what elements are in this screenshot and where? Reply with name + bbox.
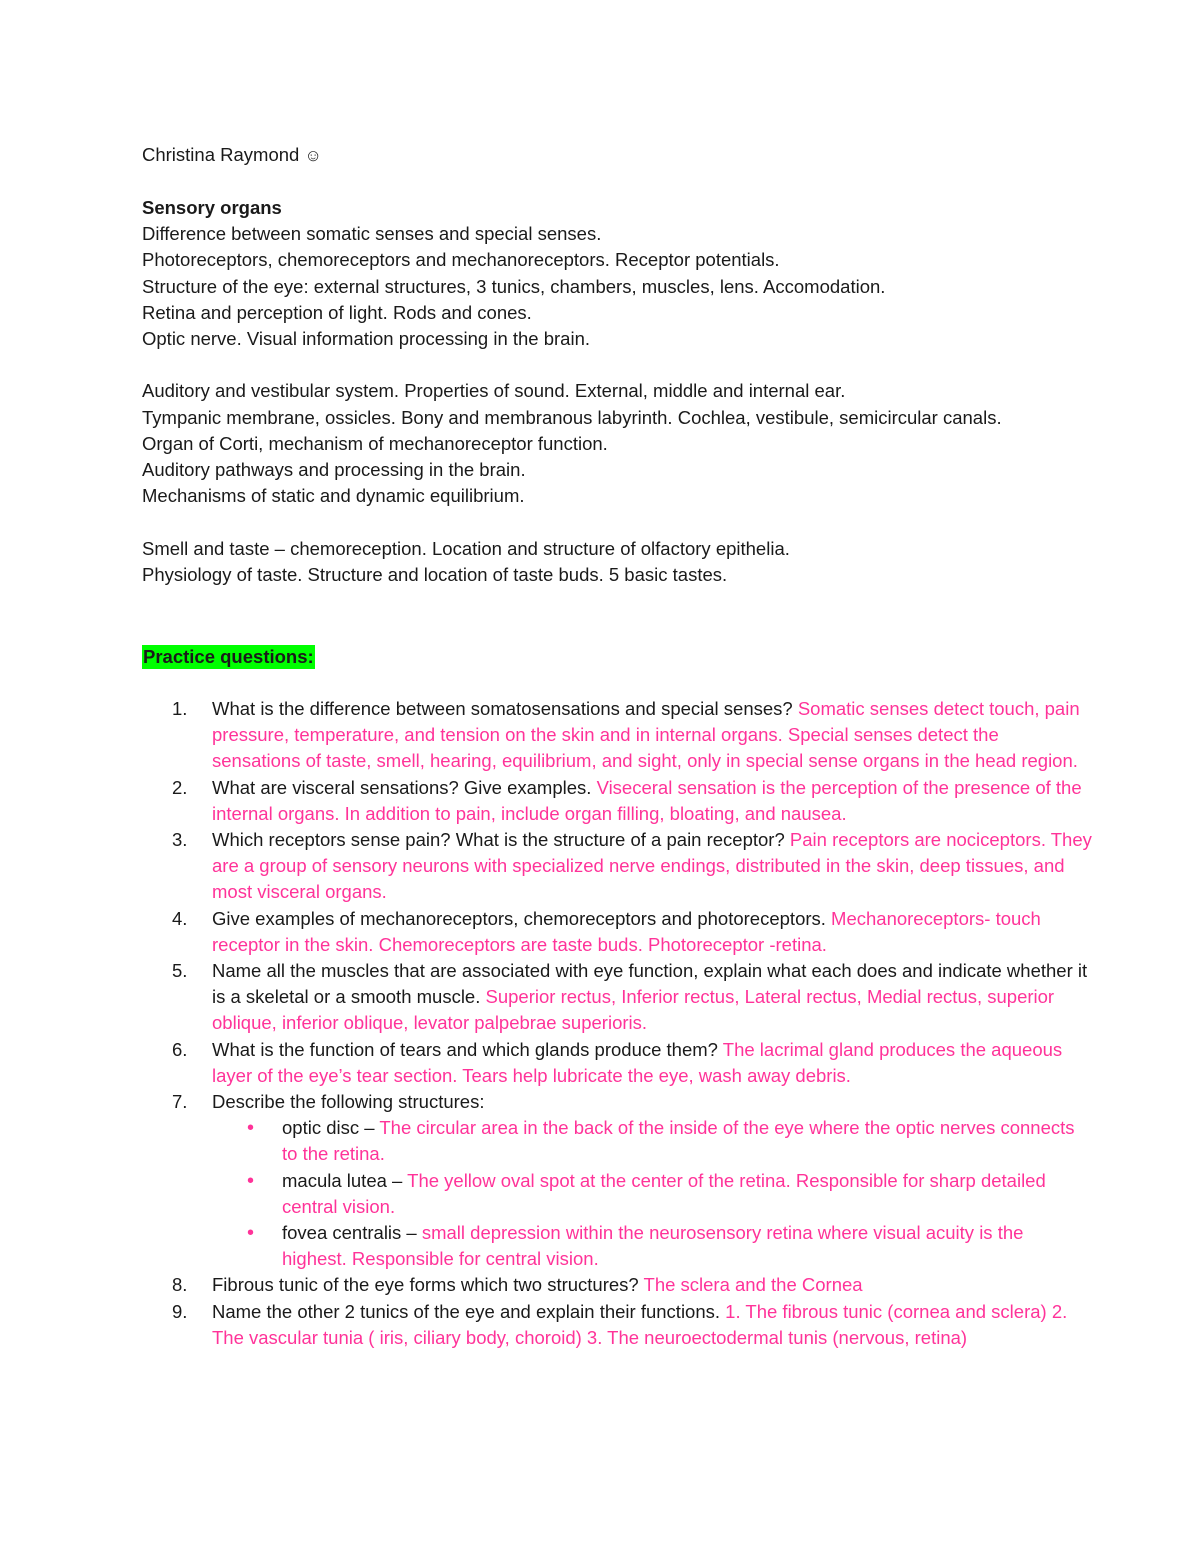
question-item: [142, 1089, 1092, 1272]
topics-section: [142, 195, 1102, 588]
question-text: Name the other 2 tunics of the eye and explain their functions.: [212, 1300, 721, 1322]
sub-answer: The yellow oval spot at the center of the retina. Responsible for sharp detailed central vision.: [282, 1169, 1046, 1217]
answer-text: Superior rectus, Inferior rectus, Lateral rectus, Medial rectus, superior oblique, inferior oblique, levator palpebrae superioris.: [212, 986, 1055, 1034]
topic-line: Physiology of taste. Structure and location of taste buds. 5 basic tastes.: [142, 563, 728, 585]
topic-line: Auditory and vestibular system. Properties of sound. External, middle and internal ear.: [142, 380, 846, 402]
question-item: [142, 958, 1092, 1037]
bullet-icon: •: [247, 1117, 255, 1140]
sub-item: [212, 1115, 1092, 1167]
question-item: [142, 827, 1092, 906]
answer-text: Pain receptors are nociceptors. They are a group of sensory neurons with specialized nerve endings, distributed in the skin, deep tissues, and most visceral organs.: [212, 829, 1092, 903]
sub-answer: The circular area in the back of the inside of the eye where the optic nerves connects to the retina.: [282, 1117, 1075, 1165]
topic-line: Optic nerve. Visual information processing in the brain.: [142, 328, 591, 350]
topic-line: Structure of the eye: external structures, 3 tunics, chambers, muscles, lens. Accomodation.: [142, 275, 886, 297]
question-text: What are visceral sensations? Give examples.: [212, 776, 592, 798]
topic-line: Mechanisms of static and dynamic equilibrium.: [142, 485, 525, 507]
spacer: [142, 509, 1102, 535]
topic-line: Smell and taste – chemoreception. Location and structure of olfactory epithelia.: [142, 537, 790, 559]
topic-line: Tympanic membrane, ossicles. Bony and membranous labyrinth. Cochlea, vestibule, semicircular canals.: [142, 406, 1002, 428]
question-text: Fibrous tunic of the eye forms which two structures?: [212, 1274, 639, 1296]
question-number: 1.: [172, 698, 188, 719]
smiley-icon: ☺: [304, 146, 322, 165]
questions-list: [142, 696, 1092, 1351]
question-number: 9.: [172, 1300, 188, 1322]
author-name: Christina Raymond: [142, 144, 300, 165]
question-number: 2.: [172, 776, 188, 798]
answer-text: Somatic senses detect touch, pain pressure, temperature, and tension on the skin and in internal organs. Special senses detect the sensations of taste, smell, hearing, equilibrium, and sight, only in special sense organs in the head region.: [212, 698, 1080, 772]
bullet-icon: •: [247, 1169, 255, 1192]
topic-line: Auditory pathways and processing in the brain.: [142, 459, 526, 481]
author-line: [142, 142, 1102, 169]
sub-term: macula lutea –: [282, 1169, 403, 1191]
question-number: 7.: [172, 1091, 188, 1113]
question-item: [142, 1037, 1092, 1089]
bullet-icon: •: [247, 1222, 255, 1245]
topic-line: Difference between somatic senses and special senses.: [142, 223, 602, 245]
question-number: 4.: [172, 907, 188, 929]
practice-heading: Practice questions:: [143, 646, 314, 667]
question-number: 8.: [172, 1274, 188, 1296]
question-item: [142, 775, 1092, 827]
topic-line: Retina and perception of light. Rods and cones.: [142, 301, 532, 323]
question-item: [142, 1272, 1092, 1298]
question-text: What is the function of tears and which glands produce them?: [212, 1038, 718, 1060]
spacer: [142, 352, 1102, 378]
sub-term: optic disc –: [282, 1117, 375, 1139]
question-number: 5.: [172, 960, 188, 982]
sub-list: [212, 1115, 1092, 1272]
sub-term: fovea centralis –: [282, 1222, 417, 1244]
practice-heading-line: [142, 644, 1102, 670]
question-text: Which receptors sense pain? What is the structure of a pain receptor?: [212, 829, 785, 851]
question-number: 3.: [172, 829, 188, 851]
answer-text: Mechanoreceptors- touch receptor in the skin. Chemoreceptors are taste buds. Photoreceptor -retina.: [212, 907, 1041, 955]
answer-text: 1. The fibrous tunic (cornea and sclera) 2. The vascular tunia ( iris, ciliary body, choroid) 3. The neuroectodermal tunis (nervous, retina): [212, 1300, 1068, 1348]
section-title: Sensory organs: [142, 197, 282, 218]
sub-answer: small depression within the neurosensory retina where visual acuity is the highest. Responsible for central vision.: [282, 1222, 1024, 1270]
answer-text: The lacrimal gland produces the aqueous layer of the eye’s tear section. Tears help lubricate the eye, wash away debris.: [212, 1038, 1063, 1086]
question-text: Describe the following structures:: [212, 1091, 485, 1113]
question-text: Name all the muscles that are associated with eye function, explain what each does and indicate whether it is a skeletal or a smooth muscle.: [212, 960, 1088, 1008]
answer-text: Viseceral sensation is the perception of the presence of the internal organs. In addition to pain, include organ filling, bloating, and nausea.: [212, 776, 1082, 824]
question-number: 6.: [172, 1038, 188, 1060]
sub-item: [212, 1168, 1092, 1220]
question-text: What is the difference between somatosensations and special senses?: [212, 698, 793, 719]
question-item: [142, 1299, 1092, 1351]
question-item: [142, 696, 1092, 775]
answer-text: The sclera and the Cornea: [643, 1274, 863, 1296]
question-text: Give examples of mechanoreceptors, chemoreceptors and photoreceptors.: [212, 907, 826, 929]
topic-line: Organ of Corti, mechanism of mechanoreceptor function.: [142, 432, 608, 454]
sub-item: [212, 1220, 1092, 1272]
question-item: [142, 906, 1092, 958]
topic-line: Photoreceptors, chemoreceptors and mechanoreceptors. Receptor potentials.: [142, 249, 780, 271]
